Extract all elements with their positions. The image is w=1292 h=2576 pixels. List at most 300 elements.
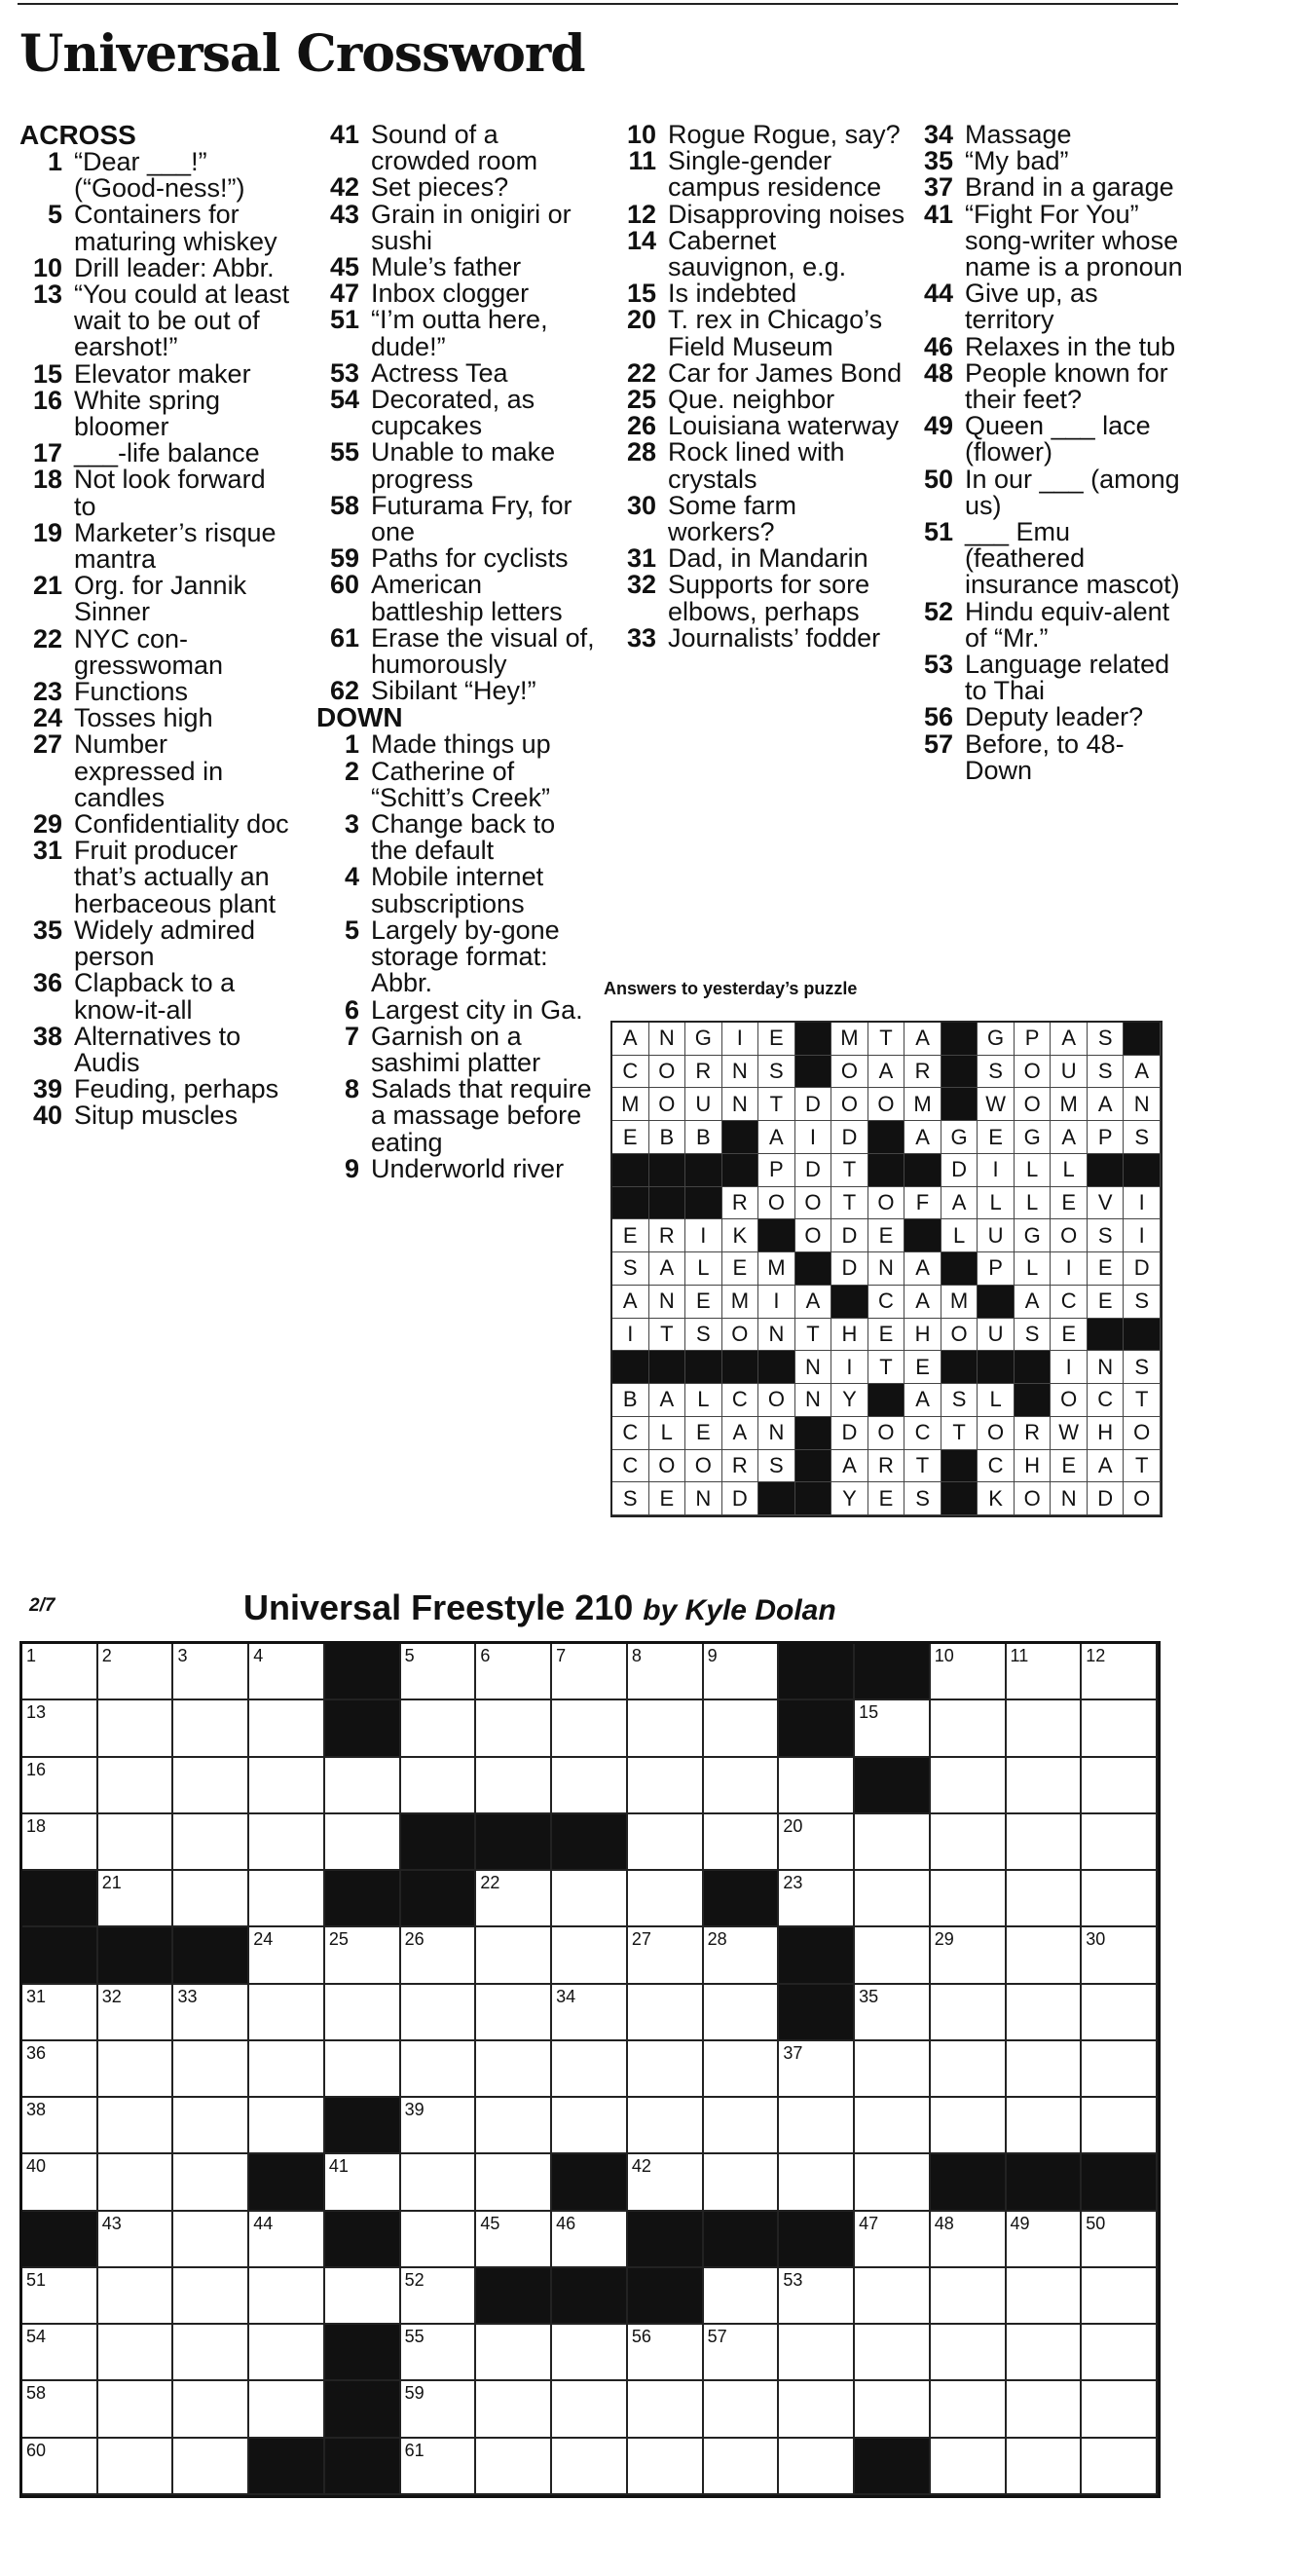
grid-square[interactable] (704, 1700, 780, 1757)
square-number: 27 (631, 1929, 651, 1950)
grid-square[interactable] (249, 1814, 325, 1871)
grid-square[interactable] (552, 2212, 628, 2268)
grid-square[interactable] (22, 1700, 98, 1757)
clue-number: 9 (344, 1153, 359, 1183)
grid-square[interactable] (1082, 2041, 1158, 2098)
answer-letter: T (1124, 1450, 1161, 1483)
crossword-grid[interactable] (19, 1641, 1161, 2498)
grid-square[interactable] (22, 2154, 98, 2211)
grid-square[interactable] (98, 2154, 174, 2211)
grid-square[interactable] (249, 2098, 325, 2154)
clue-text: Situp muscles (74, 1101, 239, 1131)
black-square (249, 2154, 325, 2211)
grid-square[interactable] (476, 1985, 552, 2041)
clue-number: 29 (32, 809, 62, 840)
grid-square[interactable] (1082, 2381, 1158, 2438)
grid-square[interactable] (1007, 1758, 1083, 1814)
clue-text: Rock lined with crystals (668, 437, 845, 494)
answer-letter: N (758, 1319, 795, 1352)
grid-square[interactable] (325, 2154, 401, 2211)
black-square (552, 2154, 628, 2211)
grid-square[interactable] (401, 2098, 477, 2154)
answer-letter: U (978, 1219, 1015, 1252)
clue (910, 413, 1188, 466)
clue (19, 517, 292, 575)
grid-square[interactable] (855, 1871, 931, 1927)
grid-square[interactable] (22, 2439, 98, 2495)
grid-square[interactable] (1007, 1644, 1083, 1700)
grid-square[interactable] (173, 2154, 249, 2211)
grid-square[interactable] (628, 2381, 704, 2438)
grid-square[interactable] (22, 1758, 98, 1814)
answer-black-square (649, 1154, 686, 1187)
grid-square[interactable] (401, 1927, 477, 1984)
clue-number: 35 (32, 915, 62, 945)
grid-square[interactable] (173, 2041, 249, 2098)
grid-square[interactable] (401, 1644, 477, 1700)
grid-square[interactable] (1007, 2041, 1083, 2098)
grid-square[interactable] (476, 2439, 552, 2495)
answer-letter: N (722, 1088, 759, 1121)
grid-square[interactable] (1007, 2212, 1083, 2268)
answer-black-square (978, 1351, 1015, 1384)
grid-square[interactable] (249, 1927, 325, 1984)
square-number: 10 (934, 1646, 954, 1665)
clue-number: 21 (32, 571, 62, 601)
grid-square[interactable] (931, 2381, 1007, 2438)
clue-text: Disapproving noises (668, 199, 905, 229)
grid-square[interactable] (931, 1927, 1007, 1984)
clue-number: 43 (329, 199, 359, 229)
grid-square[interactable] (98, 1985, 174, 2041)
grid-square[interactable] (476, 2154, 552, 2211)
answer-letter: G (685, 1023, 722, 1056)
answer-letter: N (1088, 1351, 1125, 1384)
grid-square[interactable] (476, 2381, 552, 2438)
grid-square[interactable] (1007, 2325, 1083, 2381)
square-number: 61 (404, 2440, 425, 2460)
answer-letter: O (868, 1187, 905, 1220)
square-number: 5 (404, 1646, 415, 1665)
grid-square[interactable] (628, 1644, 704, 1700)
clue-text: Give up, as territory (965, 279, 1098, 335)
grid-square[interactable] (98, 1814, 174, 1871)
grid-square[interactable] (249, 2325, 325, 2381)
grid-square[interactable] (779, 2041, 855, 2098)
grid-square[interactable] (1082, 2098, 1158, 2154)
clue-text: Queen ___ lace (flower) (965, 411, 1151, 467)
grid-square[interactable] (476, 1644, 552, 1700)
grid-square[interactable] (552, 1927, 628, 1984)
grid-square[interactable] (173, 2212, 249, 2268)
grid-square[interactable] (628, 2439, 704, 2495)
grid-square[interactable] (325, 1758, 401, 1814)
grid-square[interactable] (98, 1871, 174, 1927)
grid-square[interactable] (855, 2325, 931, 2381)
clue-number: 48 (923, 357, 953, 388)
grid-square[interactable] (855, 2381, 931, 2438)
answer-letter: S (1124, 1286, 1161, 1319)
grid-square[interactable] (173, 1758, 249, 1814)
grid-square[interactable] (1007, 2381, 1083, 2438)
grid-square[interactable] (98, 2439, 174, 2495)
grid-square[interactable] (1007, 2439, 1083, 2495)
grid-square[interactable] (325, 1814, 401, 1871)
grid-square[interactable] (704, 1758, 780, 1814)
grid-square[interactable] (22, 1644, 98, 1700)
answer-black-square (1124, 1319, 1161, 1352)
grid-square[interactable] (476, 1700, 552, 1757)
grid-square[interactable] (173, 2098, 249, 2154)
grid-square[interactable] (855, 1700, 931, 1757)
grid-square[interactable] (552, 1985, 628, 2041)
answer-letter: P (1015, 1023, 1052, 1056)
grid-square[interactable] (931, 1814, 1007, 1871)
grid-square[interactable] (552, 2381, 628, 2438)
grid-square[interactable] (704, 2041, 780, 2098)
grid-square[interactable] (98, 2325, 174, 2381)
grid-square[interactable] (173, 2325, 249, 2381)
grid-square[interactable] (325, 1985, 401, 2041)
clue (910, 174, 1188, 201)
grid-square[interactable] (1082, 1644, 1158, 1700)
grid-square[interactable] (855, 1985, 931, 2041)
grid-square[interactable] (779, 1758, 855, 1814)
grid-square[interactable] (476, 2325, 552, 2381)
grid-square[interactable] (249, 1758, 325, 1814)
answer-letter: O (758, 1187, 795, 1220)
grid-square[interactable] (855, 1814, 931, 1871)
grid-square[interactable] (173, 1814, 249, 1871)
grid-square[interactable] (704, 2268, 780, 2325)
grid-square[interactable] (931, 1985, 1007, 2041)
square-number: 58 (26, 2383, 47, 2404)
grid-square[interactable] (855, 2154, 931, 2211)
grid-square[interactable] (779, 2098, 855, 2154)
answer-letter: S (1088, 1056, 1125, 1089)
clue-text: Sound of a crowded room (371, 120, 538, 176)
clue (910, 122, 1188, 148)
grid-square[interactable] (1007, 1700, 1083, 1757)
clue-text: “I’m outta here, dude!” (371, 305, 548, 361)
clue (613, 280, 905, 307)
grid-square[interactable] (1082, 1871, 1158, 1927)
grid-square[interactable] (476, 2041, 552, 2098)
answer-letter: R (685, 1056, 722, 1089)
answer-letter: L (685, 1252, 722, 1286)
grid-square[interactable] (855, 2098, 931, 2154)
grid-square[interactable] (401, 1985, 477, 2041)
answer-letter: A (904, 1252, 941, 1286)
grid-square[interactable] (22, 2098, 98, 2154)
grid-square[interactable] (931, 1700, 1007, 1757)
clue-number: 3 (344, 809, 359, 840)
grid-square[interactable] (704, 2439, 780, 2495)
grid-square[interactable] (855, 1927, 931, 1984)
answer-letter: H (904, 1319, 941, 1352)
grid-square[interactable] (401, 2439, 477, 2495)
answer-letter: I (795, 1121, 832, 1154)
grid-square[interactable] (249, 2381, 325, 2438)
clue-number: 5 (344, 915, 359, 945)
grid-square[interactable] (476, 1871, 552, 1927)
grid-square[interactable] (704, 2381, 780, 2438)
grid-square[interactable] (552, 2041, 628, 2098)
grid-square[interactable] (325, 2268, 401, 2325)
clue (19, 1076, 292, 1102)
grid-square[interactable] (22, 1985, 98, 2041)
grid-square[interactable] (249, 1985, 325, 2041)
clue (910, 148, 1188, 174)
grid-square[interactable] (931, 1871, 1007, 1927)
grid-square[interactable] (931, 2041, 1007, 2098)
grid-square[interactable] (1082, 2268, 1158, 2325)
grid-square[interactable] (401, 1758, 477, 1814)
grid-square[interactable] (628, 1985, 704, 2041)
grid-square[interactable] (628, 2325, 704, 2381)
grid-square[interactable] (931, 2212, 1007, 2268)
grid-square[interactable] (552, 2439, 628, 2495)
grid-square[interactable] (779, 2154, 855, 2211)
grid-square[interactable] (22, 1814, 98, 1871)
grid-square[interactable] (704, 1985, 780, 2041)
answer-letter: L (978, 1187, 1015, 1220)
grid-square[interactable] (1007, 2268, 1083, 2325)
grid-square[interactable] (249, 2212, 325, 2268)
clue-text: Garnish on a sashimi platter (371, 1021, 541, 1077)
grid-square[interactable] (779, 2381, 855, 2438)
answer-letter: A (649, 1252, 686, 1286)
answer-letter: O (1124, 1417, 1161, 1450)
clue-number: 37 (923, 172, 953, 203)
grid-square[interactable] (628, 2098, 704, 2154)
grid-square[interactable] (628, 1758, 704, 1814)
grid-square[interactable] (628, 1700, 704, 1757)
grid-square[interactable] (855, 2212, 931, 2268)
grid-square[interactable] (931, 2325, 1007, 2381)
grid-square[interactable] (704, 1927, 780, 1984)
grid-square[interactable] (1007, 1814, 1083, 1871)
grid-square[interactable] (1082, 1758, 1158, 1814)
clue (316, 387, 599, 439)
answer-black-square (831, 1286, 868, 1319)
clue-text: Grain in onigiri or sushi (371, 199, 572, 255)
answer-black-square (1124, 1154, 1161, 1187)
grid-square[interactable] (476, 1927, 552, 1984)
grid-square[interactable] (552, 2325, 628, 2381)
grid-square[interactable] (1007, 1927, 1083, 1984)
grid-square[interactable] (476, 2212, 552, 2268)
grid-square[interactable] (325, 2041, 401, 2098)
grid-square[interactable] (628, 2041, 704, 2098)
grid-square[interactable] (173, 1700, 249, 1757)
clue (19, 281, 292, 361)
grid-square[interactable] (249, 2268, 325, 2325)
clue (316, 439, 599, 492)
clue (316, 811, 599, 864)
square-number: 8 (631, 1646, 642, 1665)
grid-square[interactable] (401, 2325, 477, 2381)
grid-square[interactable] (552, 1871, 628, 1927)
grid-square[interactable] (1007, 2098, 1083, 2154)
grid-square[interactable] (704, 1814, 780, 1871)
answer-black-square (795, 1252, 832, 1286)
grid-square[interactable] (855, 2268, 931, 2325)
grid-square[interactable] (1082, 2212, 1158, 2268)
answer-black-square (941, 1482, 978, 1515)
clue-text: Change back to the default (371, 809, 556, 866)
answer-letter: Y (831, 1384, 868, 1417)
grid-square[interactable] (931, 2098, 1007, 2154)
answer-letter: I (722, 1023, 759, 1056)
clue-number: 6 (344, 994, 359, 1025)
grid-square[interactable] (22, 2268, 98, 2325)
answer-letter: O (978, 1417, 1015, 1450)
clue-number: 51 (329, 305, 359, 335)
answer-letter: M (612, 1088, 649, 1121)
clue-text: Not look forward to (74, 465, 266, 521)
clue (613, 199, 905, 229)
clue-text: Widely admired person (74, 915, 256, 972)
grid-square[interactable] (552, 1758, 628, 1814)
grid-square[interactable] (931, 1644, 1007, 1700)
grid-square[interactable] (98, 2098, 174, 2154)
grid-square[interactable] (173, 2268, 249, 2325)
grid-square[interactable] (98, 1700, 174, 1757)
clue-number: 34 (923, 120, 953, 149)
answer-letter: B (612, 1384, 649, 1417)
answer-letter: I (1124, 1219, 1161, 1252)
clue-number: 38 (32, 1021, 62, 1051)
answer-black-square (941, 1088, 978, 1121)
black-square (325, 1871, 401, 1927)
grid-square[interactable] (249, 1700, 325, 1757)
answer-black-square (1088, 1154, 1125, 1187)
clue-number: 20 (626, 305, 656, 335)
grid-square[interactable] (552, 1644, 628, 1700)
grid-square[interactable] (249, 2041, 325, 2098)
grid-square[interactable] (401, 2212, 477, 2268)
grid-square[interactable] (476, 2098, 552, 2154)
grid-square[interactable] (1007, 1871, 1083, 1927)
grid-square[interactable] (779, 1871, 855, 1927)
grid-square[interactable] (98, 2041, 174, 2098)
grid-square[interactable] (704, 1644, 780, 1700)
grid-square[interactable] (401, 2381, 477, 2438)
grid-square[interactable] (1007, 1985, 1083, 2041)
grid-square[interactable] (98, 2212, 174, 2268)
puzzle-title (243, 1587, 836, 1628)
puzzle-title-text: Universal Freestyle 210 (243, 1587, 634, 1627)
grid-square[interactable] (931, 2268, 1007, 2325)
grid-square[interactable] (22, 2041, 98, 2098)
grid-square[interactable] (401, 2268, 477, 2325)
grid-square[interactable] (552, 1700, 628, 1757)
black-square (704, 2212, 780, 2268)
grid-square[interactable] (628, 1871, 704, 1927)
grid-square[interactable] (173, 1644, 249, 1700)
answer-letter: H (1015, 1450, 1052, 1483)
black-square (476, 1814, 552, 1871)
grid-square[interactable] (628, 2154, 704, 2211)
grid-square[interactable] (931, 2439, 1007, 2495)
grid-square[interactable] (931, 1758, 1007, 1814)
grid-square[interactable] (22, 2325, 98, 2381)
answer-letter: O (758, 1384, 795, 1417)
grid-square[interactable] (1082, 2439, 1158, 2495)
black-square (628, 2268, 704, 2325)
grid-square[interactable] (98, 1644, 174, 1700)
answer-letter: D (831, 1417, 868, 1450)
grid-square[interactable] (173, 2381, 249, 2438)
clue (316, 490, 599, 547)
grid-square[interactable] (1082, 1700, 1158, 1757)
clue (613, 490, 905, 547)
grid-square[interactable] (401, 2041, 477, 2098)
grid-square[interactable] (779, 2439, 855, 2495)
grid-square[interactable] (401, 2154, 477, 2211)
grid-square[interactable] (476, 1758, 552, 1814)
clue-number: 31 (626, 543, 656, 574)
grid-square[interactable] (552, 2098, 628, 2154)
grid-square[interactable] (779, 2268, 855, 2325)
answer-letter: H (1088, 1417, 1125, 1450)
answer-letter: T (831, 1154, 868, 1187)
grid-square[interactable] (22, 2381, 98, 2438)
clue (910, 464, 1188, 520)
grid-square[interactable] (704, 2154, 780, 2211)
grid-square[interactable] (249, 1644, 325, 1700)
answer-letter: O (1124, 1482, 1161, 1515)
answer-letter: N (722, 1056, 759, 1089)
grid-square[interactable] (98, 2381, 174, 2438)
grid-square[interactable] (173, 2439, 249, 2495)
clue-number: 15 (32, 358, 62, 389)
answer-letter: O (685, 1450, 722, 1483)
grid-square[interactable] (628, 1927, 704, 1984)
black-square (855, 1644, 931, 1700)
grid-square[interactable] (173, 1985, 249, 2041)
grid-square[interactable] (98, 2268, 174, 2325)
answer-letter: U (1051, 1056, 1088, 1089)
grid-square[interactable] (704, 2325, 780, 2381)
clue-text: Containers for maturing whiskey (74, 200, 277, 256)
square-number: 39 (404, 2100, 425, 2120)
clue-text: “My bad” (965, 146, 1069, 176)
square-number: 3 (177, 1646, 188, 1665)
grid-square[interactable] (704, 2098, 780, 2154)
grid-square[interactable] (779, 2325, 855, 2381)
grid-square[interactable] (98, 1758, 174, 1814)
grid-square[interactable] (1082, 2325, 1158, 2381)
grid-square[interactable] (855, 2041, 931, 2098)
grid-square[interactable] (325, 1927, 401, 1984)
grid-square[interactable] (1082, 1814, 1158, 1871)
grid-square[interactable] (1082, 1927, 1158, 1984)
grid-square[interactable] (401, 1700, 477, 1757)
grid-square[interactable] (173, 1871, 249, 1927)
clue-number: 51 (923, 517, 953, 547)
grid-square[interactable] (779, 1814, 855, 1871)
grid-square[interactable] (249, 1871, 325, 1927)
clue-number: 52 (923, 596, 953, 626)
answer-letter: L (1051, 1154, 1088, 1187)
grid-square[interactable] (1082, 1985, 1158, 2041)
clue-column-4 (910, 122, 1188, 784)
grid-square[interactable] (628, 1814, 704, 1871)
clue (19, 573, 292, 625)
clue-text: Alternatives to Audis (74, 1021, 241, 1077)
